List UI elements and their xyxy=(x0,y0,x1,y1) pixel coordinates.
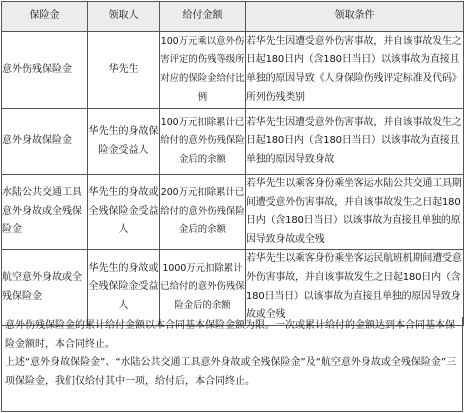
benefit-name: 水陆公共交通工具意外身故或全残保险金 xyxy=(2,175,88,250)
note-paragraph: 意外伤残保险金的累计给付金额以本合同基本保险金额为限。一次或累计给付的金额达到本合同基本保险金额时，本合同终止。 xyxy=(5,320,455,350)
benefit-amount: 200万元扣除累计已给付的意外伤残保险金后的余额 xyxy=(160,175,246,250)
table-row xyxy=(2,250,464,325)
benefit-condition: 若华先生因遭受意外伤害事故，并自该事故发生之日起180日内（含180日当日）以该事故为直接且单独的原因导致《人身保险伤残评定标准及代码》所列伤残类别 xyxy=(246,32,464,109)
benefit-name: 意外身故保险金 xyxy=(2,109,88,175)
header-recipient: 领取人 xyxy=(88,2,160,32)
benefit-amount: 100万元乘以意外伤害评定的伤残等级所对应的保险金给付比例 xyxy=(160,32,246,109)
table-header-row xyxy=(2,2,464,32)
benefit-amount: 1000万元扣除累计已给付的意外伤残保险金后的余额 xyxy=(160,250,246,325)
benefit-recipient: 华先生的身故或全残保险金受益人 xyxy=(88,175,160,250)
table-row xyxy=(2,175,464,250)
benefit-recipient: 华先生的身故保险金受益人 xyxy=(88,109,160,175)
header-condition: 领取条件 xyxy=(246,2,464,32)
notes-section xyxy=(1,317,463,412)
benefit-name: 航空意外身故或全残保险金 xyxy=(2,250,88,325)
header-amount: 给付金额 xyxy=(160,2,246,32)
benefit-recipient: 华先生 xyxy=(88,32,160,109)
benefit-recipient: 华先生的身故或全残保险金受益人 xyxy=(88,250,160,325)
benefit-condition: 若华先生以乘客身份乘坐客运民航班机期间遭受意外伤害事故，并自该事故发生之日起180日内（含180日当日）以该事故为直接且单独的原因导致身故或全残 xyxy=(246,250,464,325)
benefit-condition: 若华先生因遭受意外伤害事故，并自该事故发生之日起180日内（含180日当日）以该事故为直接且单独的原因导致身故 xyxy=(246,109,464,175)
header-benefit: 保险金 xyxy=(2,2,88,32)
benefits-table xyxy=(1,1,464,326)
table-row xyxy=(2,32,464,109)
table-row xyxy=(2,109,464,175)
note-paragraph: 上述“意外身故保险金”、“水陆公共交通工具意外身故或全残保险金”及“航空意外身故或全残保险金”三项保险金，我们仅给付其中一项，给付后，本合同终止。 xyxy=(5,357,457,387)
benefit-name: 意外伤残保险金 xyxy=(2,32,88,109)
benefit-amount: 100万元扣除累计已给付的意外伤残保险金后的余额 xyxy=(160,109,246,175)
benefit-condition: 若华先生以乘客身份乘坐客运水陆公共交通工具期间遭受意外伤害事故，并自该事故发生之日起180日内（含180日当日）以该事故为直接且单独的原因导致身故或全残 xyxy=(246,175,464,250)
